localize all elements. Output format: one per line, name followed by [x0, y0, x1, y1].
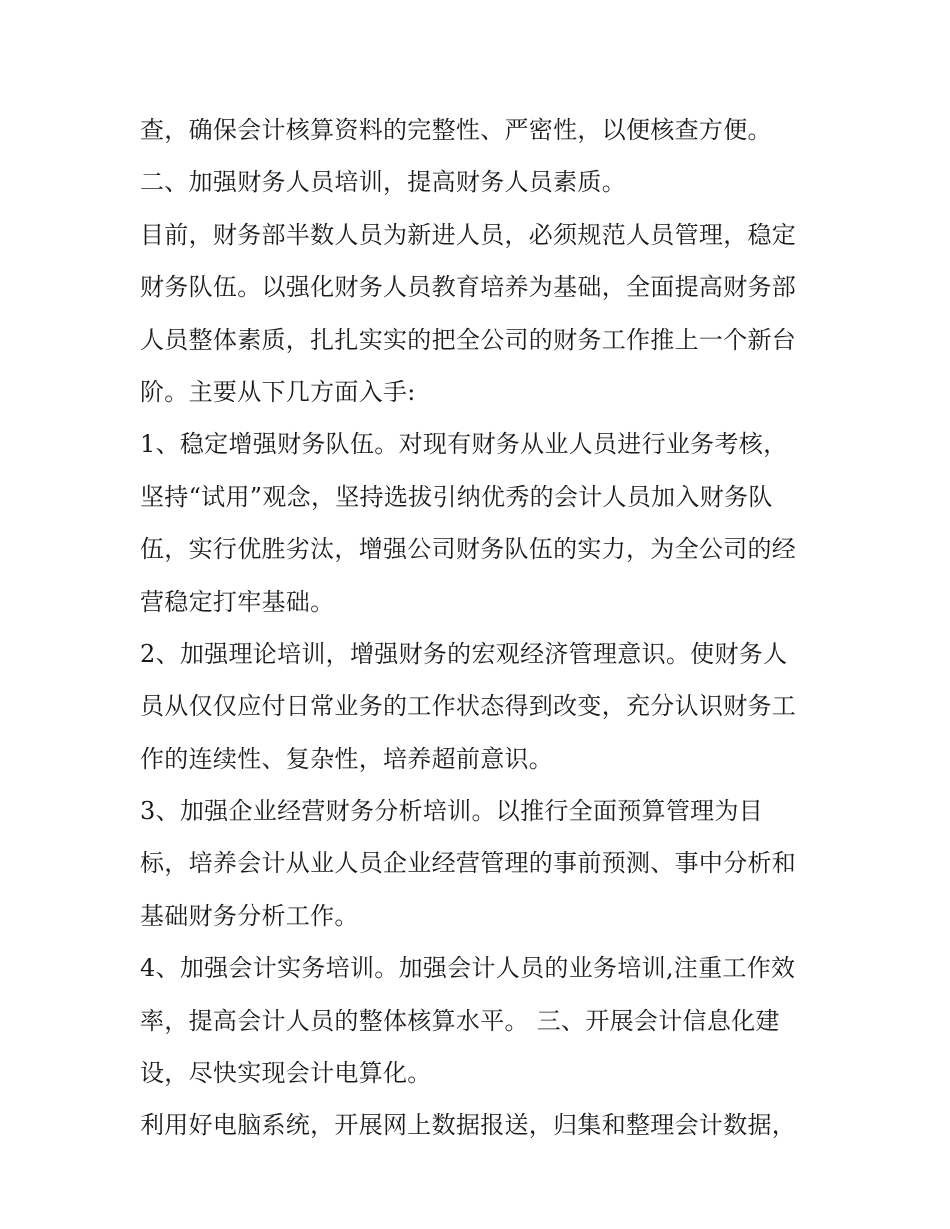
text-line: 设，尽快实现会计电算化。	[140, 1059, 432, 1088]
text-line: 坚持“试用”观念，坚持选拔引纳优秀的会计人员加入财务队	[140, 482, 773, 511]
text-line: 基础财务分析工作。	[140, 901, 359, 930]
text-line: 目前，财务部半数人员为新进人员，必须规范人员管理，稳定	[140, 220, 797, 249]
text-line: 阶。主要从下几方面入手:	[140, 377, 416, 406]
text-line: 查，确保会计核算资料的完整性、严密性，以便核查方便。	[140, 116, 772, 144]
text-line: 人员整体素质，扎扎实实的把全公司的财务工作推上一个新台	[140, 325, 797, 354]
text-line: 利用好电脑系统，开展网上数据报送，归集和整理会计数据，	[140, 1111, 797, 1140]
text-line: 财务队伍。以强化财务人员教育培养为基础，全面提高财务部	[140, 273, 797, 302]
list-item-4: 4、加强会计实务培训。加强会计人员的业务培训,注重工作效	[140, 954, 796, 983]
list-item-2: 2、加强理论培训，增强财务的宏观经济管理意识。使财务人	[140, 639, 788, 668]
text-line: 员从仅仅应付日常业务的工作状态得到改变，充分认识财务工	[140, 692, 797, 721]
text-line: 作的连续性、复杂性，培养超前意识。	[140, 744, 554, 773]
text-line: 率，提高会计人员的整体核算水平。 三、开展会计信息化建	[140, 1006, 780, 1035]
text-line: 营稳定打牢基础。	[140, 587, 335, 616]
document-body	[140, 104, 820, 1152]
list-item-1: 1、稳定增强财务队伍。对现有财务从业人员进行业务考核，	[140, 430, 788, 459]
section-heading: 二、加强财务人员培训，提高财务人员素质。	[140, 168, 626, 197]
text-line: 标，培养会计从业人员企业经营管理的事前预测、事中分析和	[140, 849, 797, 878]
text-line: 伍，实行优胜劣汰，增强公司财务队伍的实力，为全公司的经	[140, 535, 797, 564]
list-item-3: 3、加强企业经营财务分析培训。以推行全面预算管理为目	[140, 797, 764, 826]
